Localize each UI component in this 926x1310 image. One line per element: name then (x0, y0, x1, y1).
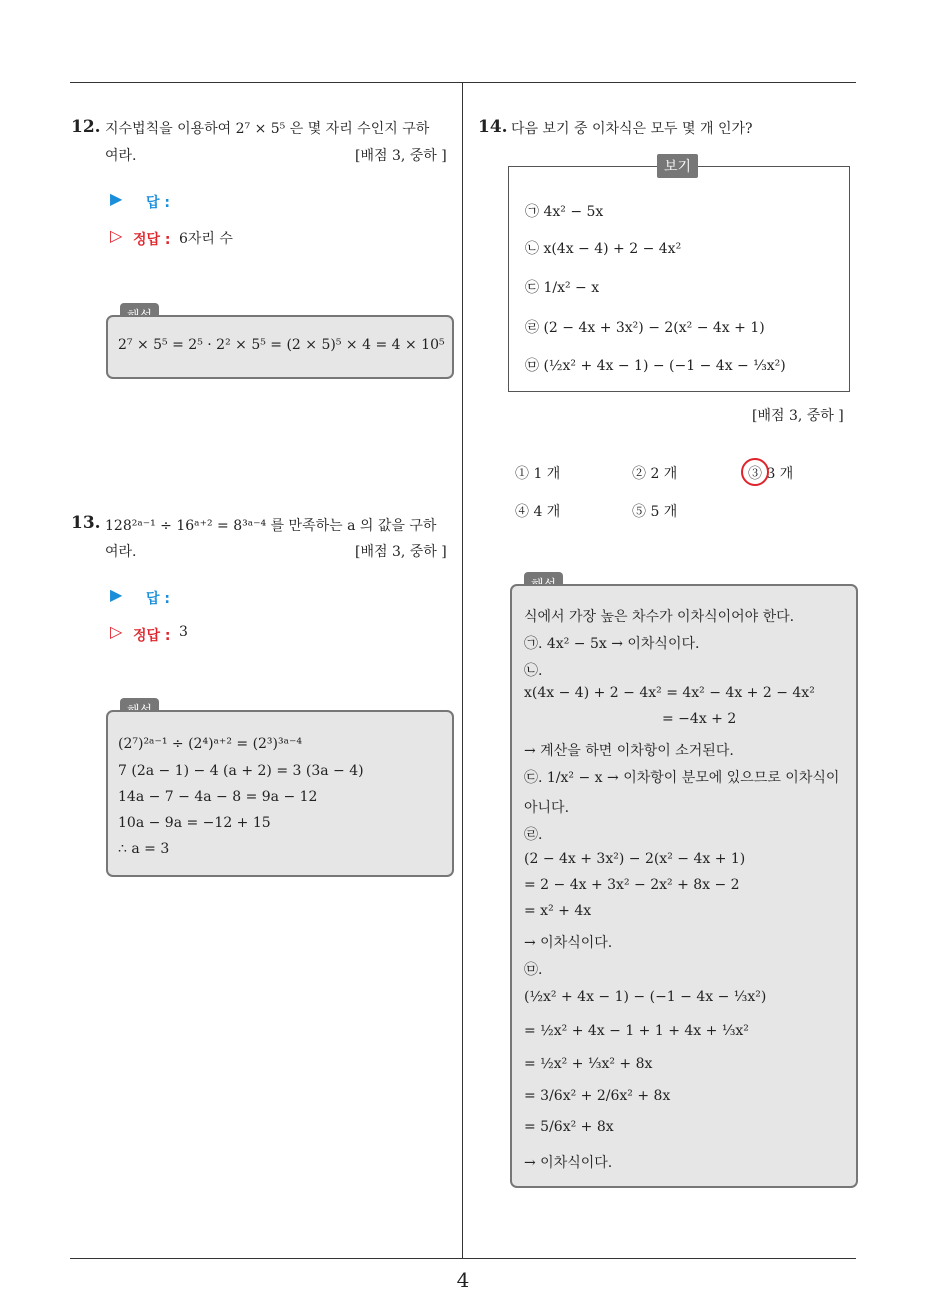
q14-box-tag: 보기 (657, 154, 698, 178)
q13-explain-box (106, 710, 454, 877)
q12-number: 12. (71, 117, 101, 137)
q13-text-line2: 여라. (105, 544, 137, 560)
q14-explain-line: 아니다. (524, 800, 570, 816)
q13-text-line1: 128²ᵃ⁻¹ ÷ 16ᵃ⁺² = 8³ᵃ⁻⁴ 를 만족하는 a 의 값을 구하 (105, 518, 437, 534)
q14-item: ㉤ (½x² + 4x − 1) − (−1 − 4x − ⅓x²) (525, 358, 786, 374)
q12-explain-box (106, 315, 454, 379)
q13-score: [배점 3, 중하 ] (355, 544, 447, 560)
q14-explain-line: ㉣. (524, 827, 543, 843)
q14-explain-line: = 5/6x² + 8x (524, 1119, 614, 1135)
q14-explain-line: (½x² + 4x − 1) − (−1 − 4x − ⅓x²) (524, 989, 767, 1005)
page-number: 4 (456, 1268, 470, 1292)
q14-explain-line: ㉤. (524, 962, 543, 978)
bottom-rule (70, 1258, 856, 1259)
q14-explain-line: ㉢. 1/x² − x → 이차항이 분모에 있으므로 이차식이 (524, 770, 840, 786)
top-rule (70, 82, 856, 83)
column-divider (462, 83, 463, 1258)
q13-correct-label: 정답 : (133, 628, 171, 644)
q14-number: 14. (478, 117, 508, 137)
q14-explain-line: = 3/6x² + 2/6x² + 8x (524, 1088, 671, 1104)
q14-explain-line: = x² + 4x (524, 903, 592, 919)
q14-explain-line: = ½x² + 4x − 1 + 1 + 4x + ⅓x² (524, 1023, 749, 1039)
q13-explain-line: ∴ a = 3 (118, 841, 170, 857)
q14-explain-box (510, 584, 858, 1188)
q14-item: ㉢ 1/x² − x (525, 280, 600, 296)
answer-circle-mark (741, 458, 769, 486)
q14-explain-line: (2 − 4x + 3x²) − 2(x² − 4x + 1) (524, 851, 746, 867)
q14-explain-line: → 계산을 하면 이차항이 소거된다. (524, 743, 734, 759)
q14-choice-4[interactable]: ④ 4 개 (515, 504, 561, 520)
q14-explain-line: = 2 − 4x + 3x² − 2x² + 8x − 2 (524, 877, 740, 893)
q14-choice-1[interactable]: ① 1 개 (515, 466, 561, 482)
q12-explain-line: 2⁷ × 5⁵ = 2⁵ · 2² × 5⁵ = (2 × 5)⁵ × 4 = 4 × 10⁵ (118, 337, 445, 353)
q12-score: [배점 3, 중하 ] (355, 148, 447, 164)
answer-arrow-icon: ▶ (110, 585, 123, 604)
q12-text-line1: 지수법칙을 이용하여 2⁷ × 5⁵ 은 몇 자리 수인지 구하 (105, 121, 430, 137)
q14-explain-line: → 이차식이다. (524, 935, 613, 951)
q14-example-box (508, 166, 850, 392)
q14-explain-line: ㉡. (524, 663, 543, 679)
q13-answer-label: 답 : (146, 591, 170, 607)
q14-explain-line: x(4x − 4) + 2 − 4x² = 4x² − 4x + 2 − 4x² (524, 685, 815, 701)
q14-explain-line: = ½x² + ⅓x² + 8x (524, 1056, 653, 1072)
q12-correct-value: 6자리 수 (179, 231, 233, 247)
q14-explain-line: → 이차식이다. (524, 1155, 613, 1171)
q14-explain-line: ㉠. 4x² − 5x → 이차식이다. (524, 636, 700, 652)
q12-correct-label: 정답 : (133, 232, 171, 248)
q14-choice-2[interactable]: ② 2 개 (632, 466, 678, 482)
q13-number: 13. (71, 513, 101, 533)
answer-arrow-icon: ▶ (110, 189, 123, 208)
q13-correct-value: 3 (179, 624, 188, 640)
q14-choice-5[interactable]: ⑤ 5 개 (632, 504, 678, 520)
q13-explain-line: 10a − 9a = −12 + 15 (118, 815, 271, 831)
q13-explain-line: 7 (2a − 1) − 4 (a + 2) = 3 (3a − 4) (118, 763, 364, 779)
correct-arrow-icon: ▷ (110, 226, 123, 245)
q12-answer-label: 답 : (146, 195, 170, 211)
correct-arrow-icon: ▷ (110, 622, 123, 641)
q14-choice-3[interactable]: ③ 3 개 (748, 466, 794, 482)
q12-text-line2: 여라. (105, 148, 137, 164)
q14-explain-line: = −4x + 2 (662, 711, 737, 727)
q14-item: ㉣ (2 − 4x + 3x²) − 2(x² − 4x + 1) (525, 320, 765, 336)
q14-item: ㉠ 4x² − 5x (525, 204, 604, 220)
q14-item: ㉡ x(4x − 4) + 2 − 4x² (525, 241, 682, 257)
q14-explain-line: 식에서 가장 높은 차수가 이차식이어야 한다. (524, 609, 795, 625)
q14-score: [배점 3, 중하 ] (752, 408, 844, 424)
q14-text: 다음 보기 중 이차식은 모두 몇 개 인가? (511, 121, 753, 137)
q13-explain-line: (2⁷)²ᵃ⁻¹ ÷ (2⁴)ᵃ⁺² = (2³)³ᵃ⁻⁴ (118, 736, 303, 752)
q13-explain-line: 14a − 7 − 4a − 8 = 9a − 12 (118, 789, 318, 805)
